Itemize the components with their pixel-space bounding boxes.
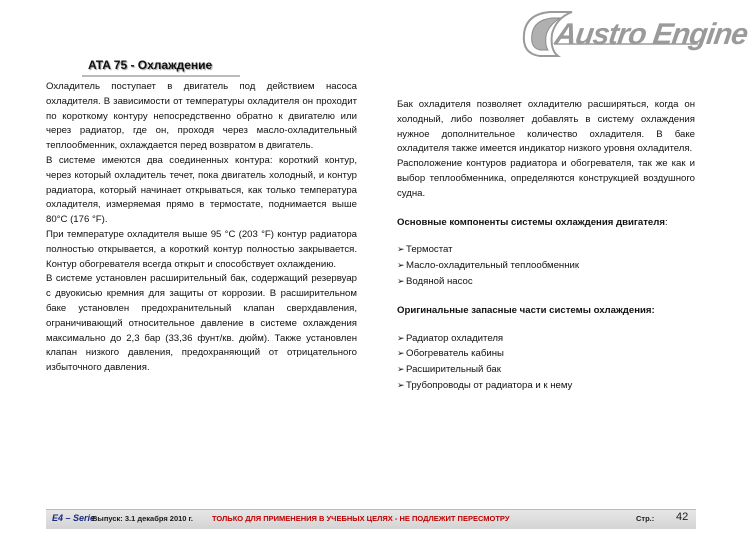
list-item: ➢Масло-охладительный теплообменник — [397, 260, 580, 272]
list-item: ➢Термостат — [397, 244, 453, 256]
arrow-bullet-icon: ➢ — [397, 364, 405, 375]
paragraph: Бак охладителя позволяет охладителю расширяться, когда он холодный, либо позволяет добавлять в систему охлаждения нужное дополнительное количество охладителя. В баке охладителя также имеется индикатор низкого уровня охладителя. — [397, 99, 695, 155]
page-title: ATA 75 - Охлаждение — [88, 58, 213, 72]
arrow-bullet-icon: ➢ — [397, 275, 405, 286]
paragraph: Расположение контуров радиатора и обогревателя, так же как и выбор теплообменника, определяются конструкцией воздушного судна. — [397, 158, 695, 199]
list-item: ➢Водяной насос — [397, 275, 473, 287]
list-item: ➢Обогреватель кабины — [397, 348, 504, 360]
right-text-column — [397, 98, 695, 394]
arrow-bullet-icon: ➢ — [397, 244, 405, 255]
paragraph: Охладитель поступает в двигатель под действием насоса охладителя. В зависимости от температуры охладителя он проходит по короткому контуру непосредственно обратно к двигателю или через радиатор, где он, проходя через масло-охладительный теплообменник, охлаждается перед возвратом в двигатель. — [46, 81, 357, 152]
paragraph: При температуре охладителя выше 95 °C (203 °F) контур радиатора полностью открывается, а короткий контур полностью закрывается. Контур обогревателя всегда открыт и способствует охлаждению. — [46, 228, 357, 270]
paragraph: В системе имеются два соединенных контура: короткий контур, через который охладитель течет, пока двигатель холодный, и контур радиатора, который начинает открываться, как только температура охладителя, измеряемая прямо в термостате, поднимается выше 80°C (176 °F). — [46, 154, 357, 226]
left-text-column — [46, 80, 357, 376]
footer-series: E4 – Serie — [52, 513, 96, 523]
components-heading: Основные компоненты системы охлаждения двигателя: — [397, 216, 668, 228]
parts-heading: Оригинальные запасные части системы охлаждения: — [397, 304, 655, 316]
paragraph: В системе установлен расширительный бак, содержащий резервуар с двуокисью кремния для защиты от коррозии. В расширительном баке установлен предохранительный клапан сверхдавления, ограничивающий относительное давление в системе охлаждения максимально до 2,3 бар (33,36 фунт/кв. дюйм). Также установлен клапан низкого давления, предохраняющий от отрицательного избыточного давления. — [46, 273, 357, 374]
footer-warning: ТОЛЬКО ДЛЯ ПРИМЕНЕНИЯ В УЧЕБНЫХ ЦЕЛЯХ - НЕ ПОДЛЕЖИТ ПЕРЕСМОТРУ — [212, 514, 510, 523]
arrow-bullet-icon: ➢ — [397, 348, 405, 359]
list-item: ➢Радиатор охладителя — [397, 332, 504, 344]
components-list — [397, 242, 695, 289]
list-item: ➢Трубопроводы от радиатора и к нему — [397, 379, 573, 391]
brand-name: Austro Engine — [552, 18, 749, 51]
title-underline — [82, 75, 240, 77]
footer-page-label: Стр.: — [636, 514, 655, 523]
arrow-bullet-icon: ➢ — [397, 379, 405, 390]
parts-list — [397, 331, 695, 394]
footer-page-number: 42 — [676, 511, 689, 523]
arrow-bullet-icon: ➢ — [397, 332, 405, 343]
footer-issue-date: Выпуск: 3.1 декабря 2010 г. — [92, 514, 194, 523]
list-item: ➢Расширительный бак — [397, 364, 501, 376]
arrow-bullet-icon: ➢ — [397, 260, 405, 271]
